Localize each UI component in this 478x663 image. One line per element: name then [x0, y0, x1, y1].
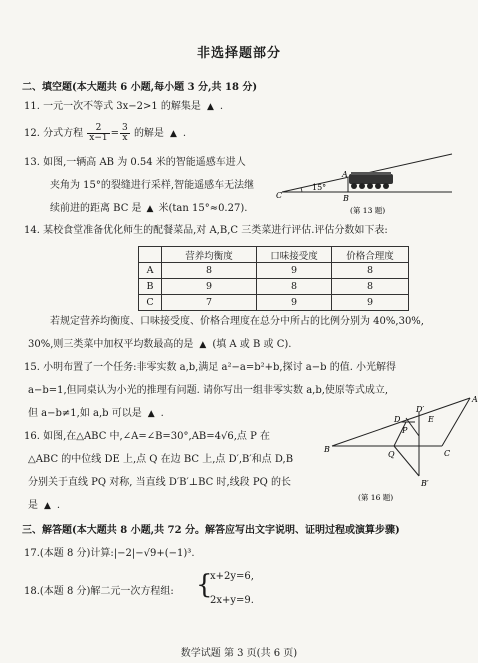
label-c: C [276, 191, 283, 200]
table-header-cell: 口味接受度 [257, 247, 332, 263]
question-14-after-2-post: (填 A 或 B 或 C). [212, 339, 292, 350]
table-cell: 8 [162, 263, 257, 279]
equals-sign: = [110, 128, 120, 139]
question-16-line-1: 16. 如图,在△ABC 中,∠A=∠B=30°,AB=4√6,点 P 在 [24, 431, 271, 442]
question-16-line-4-post: . [56, 500, 61, 511]
table-row [139, 279, 409, 295]
question-12-end: . [182, 128, 187, 139]
answer-blank: ▲ [206, 102, 214, 112]
question-16-line-4 [28, 500, 60, 512]
question-15-line-3-pre: 但 a−b≠1,如 a,b 可以是 [28, 408, 142, 419]
question-16-line-4-pre: 是 [28, 500, 38, 511]
table-cell: 8 [332, 263, 409, 279]
label-a: A [342, 170, 348, 179]
table-row [139, 295, 409, 311]
question-11-end: . [219, 101, 224, 112]
table-cell: 8 [332, 279, 409, 295]
label-d: D [394, 415, 401, 424]
question-16-figure [324, 392, 476, 506]
table-header-cell: 价格合理度 [332, 247, 409, 263]
question-16-line-3: 分别关于直线 PQ 对称, 当直线 D′B′⊥BC 时,线段 PQ 的长 [28, 477, 291, 488]
angle-label: 15° [312, 183, 327, 192]
fraction-1: $\frac{2}{x-1}$ [89, 123, 108, 143]
question-16-line-2: △ABC 的中位线 DE 上,点 Q 在边 BC 上,点 D′,B′和点 D,B [28, 454, 294, 465]
label-d-prime: D′ [416, 405, 425, 414]
table-cell: B [139, 279, 162, 295]
segment-d-prime [406, 418, 419, 436]
label-c: C [444, 449, 451, 458]
question-12-post: 的解是 [133, 128, 164, 139]
figure-13-caption: (第 13 题) [350, 206, 386, 215]
table-header-cell: 营养均衡度 [162, 247, 257, 263]
question-11-text: 11. 一元一次不等式 3x−2>1 的解集是 [24, 101, 201, 112]
question-14-after-2-pre: 30%,则三类菜中加权平均数最高的是 [28, 339, 194, 350]
label-e: E [428, 415, 434, 424]
question-17: 17.(本题 8 分)计算:|−2|−√9+(−1)³. [24, 548, 195, 559]
question-15-line-3-post: . [160, 408, 164, 419]
section-2-heading: 二、填空题(本大题共 6 小题,每小题 3 分,共 18 分) [22, 82, 258, 93]
question-13-line-3-post: 米(tan 15°≈0.27). [158, 203, 248, 214]
question-13-line-2: 夹角为 15°的裂缝进行采样,智能遥感车无法继 [50, 180, 255, 191]
table-header-cell [139, 247, 162, 263]
fraction-2: $\frac{3}{x}$ [122, 123, 128, 143]
answer-blank: ▲ [146, 204, 154, 214]
rover-icon [349, 172, 393, 189]
section-3-heading: 三、解答题(本大题共 8 小题,共 72 分。解答应写出文字说明、证明过程或演算步骤) [22, 525, 400, 536]
question-12-pre: 12. 分式方程 [24, 128, 84, 139]
table-cell: 9 [162, 279, 257, 295]
answer-blank: ▲ [147, 409, 155, 419]
question-13-figure [272, 150, 458, 220]
question-13-line-1: 13. 如图,一辆高 AB 为 0.54 米的智能遥感车进人 [24, 157, 246, 168]
table-row [139, 263, 409, 279]
table-cell: 7 [162, 295, 257, 311]
label-b-prime: B′ [421, 479, 429, 488]
label-p: P [402, 426, 408, 435]
system-brace: { [196, 570, 213, 600]
question-13-line-3 [50, 203, 247, 215]
question-11 [24, 101, 223, 113]
table-cell: 9 [257, 295, 332, 311]
answer-blank: ▲ [199, 340, 207, 350]
answer-blank: ▲ [44, 501, 51, 511]
label-b: B [324, 445, 330, 454]
table-cell: A [139, 263, 162, 279]
label-a: A [472, 395, 478, 404]
label-b: B [343, 194, 349, 203]
segment-q-b-prime [394, 446, 419, 476]
table-cell: 9 [332, 295, 409, 311]
question-15-line-2: a−b=1,但同桌认为小光的推理有问题. 请你写出一组非零实数 a,b,使原等式成立, [28, 385, 389, 396]
question-18-pre: 18.(本题 8 分)解二元一次方程组: [24, 586, 174, 597]
question-15-line-1: 15. 小明布置了一个任务:非零实数 a,b,满足 a²−a=b²+b,探讨 a−b 的值. 小光解得 [24, 362, 397, 373]
answer-blank: ▲ [169, 129, 177, 139]
table-cell: 8 [257, 279, 332, 295]
label-q: Q [388, 450, 395, 459]
equation-2: 2x+y=9. [210, 595, 254, 606]
table-cell: 9 [257, 263, 332, 279]
question-12 [24, 124, 186, 143]
table-cell: C [139, 295, 162, 311]
side-ca [442, 398, 470, 446]
question-14-after-2 [28, 339, 291, 351]
page-footer: 数学试题 第 3 页(共 6 页) [180, 648, 298, 659]
angle-arc [301, 188, 302, 192]
table-header-row [139, 247, 409, 263]
figure-16-caption: (第 16 题) [358, 493, 394, 502]
question-14-after-1: 若规定营养均衡度、口味接受度、价格合理度在总分中所占的比例分别为 40%,30%, [50, 316, 424, 327]
question-14-intro: 14. 某校食堂准备优化师生的配餐菜品,对 A,B,C 三类菜进行评估.评估分数如下表: [24, 225, 388, 236]
page-title: 非选择题部分 [196, 46, 281, 61]
question-13-line-3-pre: 续前进的距离 BC 是 [50, 203, 142, 214]
score-table [138, 246, 409, 311]
equation-1: x+2y=6, [210, 571, 254, 582]
question-15-line-3 [28, 408, 164, 420]
